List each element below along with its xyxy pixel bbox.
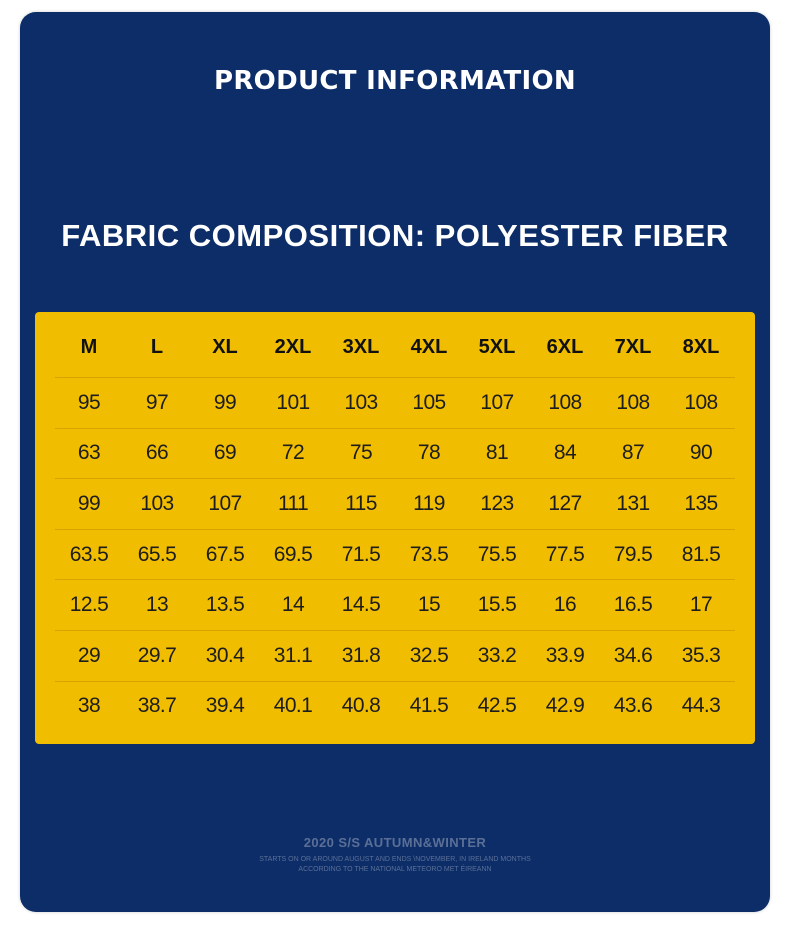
table-cell: 72 xyxy=(259,428,327,479)
table-cell: 43.6 xyxy=(613,694,653,718)
table-cell: 38.7 xyxy=(137,694,177,718)
table-cell: 33.9 xyxy=(531,630,599,681)
table-cell: 107 xyxy=(191,479,259,530)
table-cell: 103 xyxy=(123,479,191,530)
size-header: 5XL xyxy=(463,317,531,378)
table-cell: 67.5 xyxy=(191,529,259,580)
table-cell: 108 xyxy=(531,378,599,429)
table-cell: 44.3 xyxy=(681,694,721,718)
table-row xyxy=(55,630,735,681)
table-cell: 14 xyxy=(259,580,327,631)
size-header-row xyxy=(55,317,735,378)
table-cell: 119 xyxy=(395,479,463,530)
table-cell: 108 xyxy=(599,378,667,429)
table-cell: 14.5 xyxy=(327,580,395,631)
table-cell: 115 xyxy=(327,479,395,530)
table-cell: 41.5 xyxy=(409,694,449,718)
fabric-composition: FABRIC COMPOSITION: POLYESTER FIBER xyxy=(61,218,729,253)
size-header: 4XL xyxy=(395,317,463,378)
table-cell: 90 xyxy=(667,428,735,479)
table-cell: 99 xyxy=(55,479,123,530)
table-cell: 127 xyxy=(531,479,599,530)
table-row xyxy=(55,479,735,530)
table-cell: 97 xyxy=(123,378,191,429)
table-cell: 71.5 xyxy=(327,529,395,580)
table-cell: 42.5 xyxy=(477,694,517,718)
table-cell: 65.5 xyxy=(123,529,191,580)
table-cell: 99 xyxy=(191,378,259,429)
table-cell: 15 xyxy=(395,580,463,631)
table-row xyxy=(55,681,735,731)
table-cell: 40.1 xyxy=(273,694,313,718)
size-header: 2XL xyxy=(259,317,327,378)
season-description xyxy=(0,855,790,875)
table-cell: 30.4 xyxy=(191,630,259,681)
table-cell: 79.5 xyxy=(599,529,667,580)
size-header: 3XL xyxy=(327,317,395,378)
table-cell: 77.5 xyxy=(531,529,599,580)
table-cell: 16 xyxy=(531,580,599,631)
size-table xyxy=(55,317,735,731)
table-cell: 81.5 xyxy=(667,529,735,580)
table-cell: 39.4 xyxy=(205,694,245,718)
table-cell: 111 xyxy=(259,479,327,530)
table-cell: 75.5 xyxy=(463,529,531,580)
table-cell: 17 xyxy=(667,580,735,631)
table-cell: 16.5 xyxy=(599,580,667,631)
table-cell: 73.5 xyxy=(395,529,463,580)
size-header: M xyxy=(55,317,123,378)
size-chart xyxy=(35,312,755,744)
table-row xyxy=(55,428,735,479)
table-cell: 12.5 xyxy=(55,580,123,631)
size-header: XL xyxy=(191,317,259,378)
table-cell: 38 xyxy=(77,694,101,718)
table-row xyxy=(55,378,735,429)
table-cell: 13 xyxy=(123,580,191,631)
table-cell: 29 xyxy=(55,630,123,681)
table-cell: 29.7 xyxy=(123,630,191,681)
table-row xyxy=(55,529,735,580)
table-cell: 95 xyxy=(55,378,123,429)
table-cell: 35.3 xyxy=(667,630,735,681)
season-label: 2020 S/S AUTUMN&WINTER xyxy=(303,835,487,850)
table-cell: 131 xyxy=(599,479,667,530)
table-cell: 40.8 xyxy=(341,694,381,718)
table-cell: 13.5 xyxy=(191,580,259,631)
table-cell: 15.5 xyxy=(463,580,531,631)
size-header: 8XL xyxy=(667,317,735,378)
table-cell: 66 xyxy=(123,428,191,479)
page-title: PRODUCT INFORMATION xyxy=(213,66,576,96)
table-cell: 81 xyxy=(463,428,531,479)
table-cell: 105 xyxy=(395,378,463,429)
table-row xyxy=(55,580,735,631)
table-cell: 32.5 xyxy=(395,630,463,681)
table-cell: 75 xyxy=(327,428,395,479)
size-header: L xyxy=(123,317,191,378)
table-cell: 78 xyxy=(395,428,463,479)
size-header: 6XL xyxy=(531,317,599,378)
table-cell: 33.2 xyxy=(463,630,531,681)
table-cell: 123 xyxy=(463,479,531,530)
season-description-line: ACCORDING TO THE NATIONAL METEORO MET ÉIREANN xyxy=(298,866,492,873)
table-cell: 42.9 xyxy=(545,694,585,718)
table-cell: 101 xyxy=(259,378,327,429)
season-description-line: STARTS ON OR AROUND AUGUST AND ENDS \NOVEMBER, IN IRELAND MONTHS xyxy=(259,856,531,863)
size-header: 7XL xyxy=(599,317,667,378)
table-cell: 84 xyxy=(531,428,599,479)
table-cell: 34.6 xyxy=(599,630,667,681)
table-cell: 69.5 xyxy=(259,529,327,580)
table-cell: 108 xyxy=(667,378,735,429)
table-cell: 31.8 xyxy=(327,630,395,681)
table-cell: 135 xyxy=(667,479,735,530)
table-cell: 103 xyxy=(327,378,395,429)
table-cell: 63 xyxy=(55,428,123,479)
table-cell: 69 xyxy=(191,428,259,479)
table-cell: 63.5 xyxy=(55,529,123,580)
table-cell: 107 xyxy=(463,378,531,429)
table-cell: 87 xyxy=(599,428,667,479)
table-cell: 31.1 xyxy=(259,630,327,681)
